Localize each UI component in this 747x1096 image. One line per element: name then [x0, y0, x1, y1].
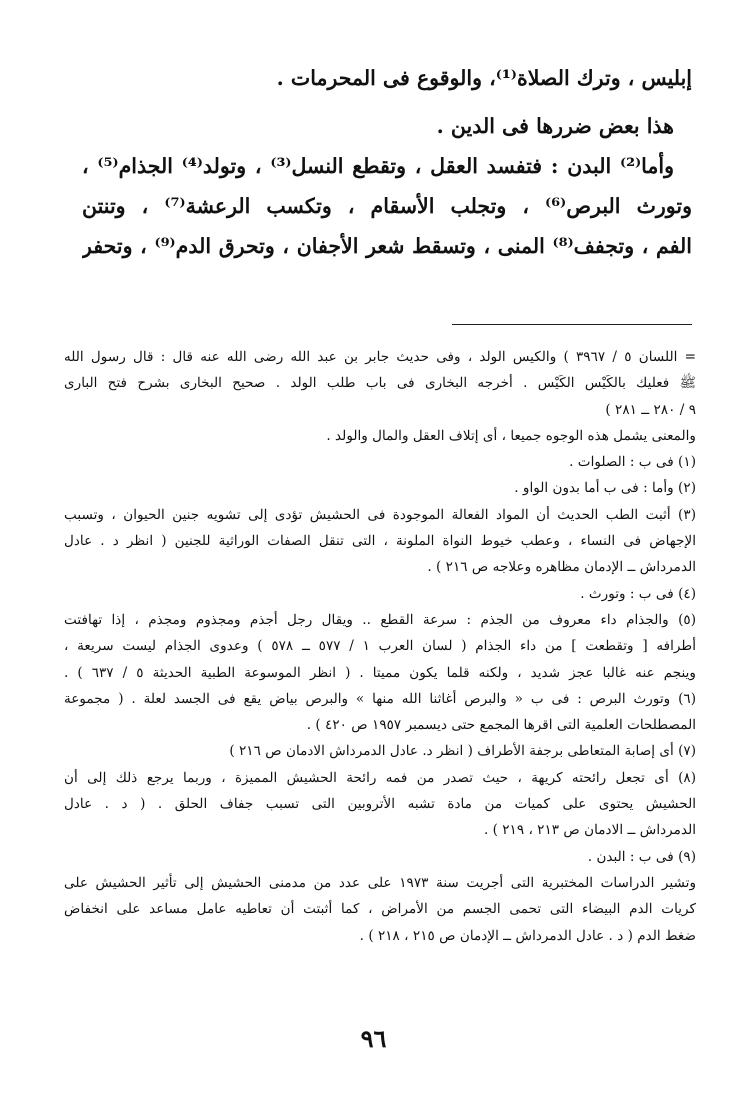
- main-text: [82, 58, 692, 266]
- footnote-line: = اللسان ٥ / ٣٩٦٧ ) والكيس الولد ، وفى حديث جابر بن عبد الله رضى الله عنه قال : قال رسول الله: [64, 349, 696, 365]
- footnote-line: (٧) أى إصابة المتعاطى برجفة الأطراف ( انظر د. عادل الدمرداش الادمان ص ٢١٦ ): [229, 743, 696, 760]
- footnote-line: (٢) وأما : فى ب أما بدون الواو .: [514, 480, 696, 497]
- footnote-line: (٦) وتورث البرص : فى ب « والبرص أغاثنا الله منها » والبرص بياض يقع فى الجسد لعلة . ( مجموعة: [64, 690, 696, 707]
- footnote-line: الدمرداش ــ الإدمان مظاهره وعلاجه ص ٢١٦ ) .: [427, 559, 696, 576]
- footnote-line: (٩) فى ب : البدن .: [587, 848, 696, 865]
- footnote-separator: [452, 324, 692, 325]
- footnote-line: (٨) أى تجعل رائحته كريهة ، حيث تصدر من فمه رائحة الحشيش المميزة ، وربما يرجع ذلك إلى أن: [64, 769, 696, 786]
- footnote-line: المصطلحات العلمية التى اقرها المجمع حتى ديسمبر ١٩٥٧ ص ٤٢٠ ) .: [306, 717, 696, 734]
- body-line-1: إبليس ، وترك الصلاة⁽¹⁾، والوقوع فى المحرمات .: [276, 66, 692, 90]
- footnote-line: الحشيش يحتوى على كميات من مادة تشبه الأتروبين التى تسبب جفاف الحلق . ( د . عادل: [64, 796, 696, 813]
- footnote-line: ٩ / ٢٨٠ ــ ٢٨١ ): [605, 401, 696, 418]
- page-number: ٩٦: [360, 1024, 387, 1053]
- paragraph-gap: [82, 98, 692, 106]
- body-line-2: هذا بعض ضررها فى الدين .: [436, 114, 674, 138]
- footnote-line: الإجهاض فى النساء ، وعطب خيوط النواة الملونة ، التى تنقل الصفات الوراثية للجنين ( انظر د . عادل: [64, 533, 696, 550]
- footnotes: [64, 344, 696, 949]
- footnote-line: (٤) فى ب : وتورث .: [580, 585, 696, 602]
- footnote-line: وينجم عنه غالبا عجز شديد ، ولكنه قلما يكون مميتا . ( انظر الموسوعة الطبية الحديثة ٥ / ٦٣٧ ) .: [64, 664, 696, 681]
- footnote-line: ﷺ فعليك بالكَيْس الكَيْس . أخرجه البخارى فى باب طلب الولد . صحيح البخارى بشرح فتح البارى: [64, 375, 696, 392]
- footnote-line: كريات الدم البيضاء التى تحمى الجسم من الأمراض ، كما أثبتت أن تعاطيه عامل مساعد على انخفاض: [64, 901, 696, 918]
- footnote-line: الدمرداش ــ الادمان ص ٢١٣ ، ٢١٩ ) .: [483, 822, 696, 839]
- footnote-line: (١) فى ب : الصلوات .: [569, 454, 696, 471]
- footnote-line: (٥) والجذام داء معروف من الجذم : سرعة القطع .. ويقال رجل أجذم ومجذوم ومجذم ، إذا تهافتت: [64, 611, 696, 628]
- footnote-line: والمعنى يشمل هذه الوجوه جميعا ، أى إتلاف العقل والمال والولد .: [326, 427, 696, 444]
- footnote-line: أطرافه [ وتقطعت ] من داء الجذام ( لسان العرب ١ / ٥٧٧ ــ ٥٧٨ ) وعدوى الجذام ليست سريعة ،: [64, 638, 696, 655]
- body-line-3: وأما⁽²⁾ البدن : فتفسد العقل ، وتقطع النسل⁽³⁾ ، وتولد⁽⁴⁾ الجذام⁽⁵⁾ ،: [82, 154, 674, 178]
- body-line-5: الفم ، وتجفف⁽⁸⁾ المنى ، وتسقط شعر الأجفان ، وتحرق الدم⁽⁹⁾ ، وتحفر: [82, 234, 692, 258]
- footnote-line: (٣) أثبت الطب الحديث أن المواد الفعالة الموجودة فى الحشيش تؤدى إلى تشويه جنين الحيوان ، وتسبب: [64, 506, 696, 523]
- footnote-line: ضغط الدم ( د . عادل الدمرداش ــ الإدمان ص ٢١٥ ، ٢١٨ ) .: [359, 927, 696, 944]
- body-line-4: وتورث البرص⁽⁶⁾ ، وتجلب الأسقام ، وتكسب الرعشة⁽⁷⁾ ، وتنتن: [82, 194, 692, 218]
- footnote-line: وتشير الدراسات المختبرية التى أجريت سنة ١٩٧٣ على عدد من مدمنى الحشيش إلى تأثير الحشيش على: [64, 874, 696, 891]
